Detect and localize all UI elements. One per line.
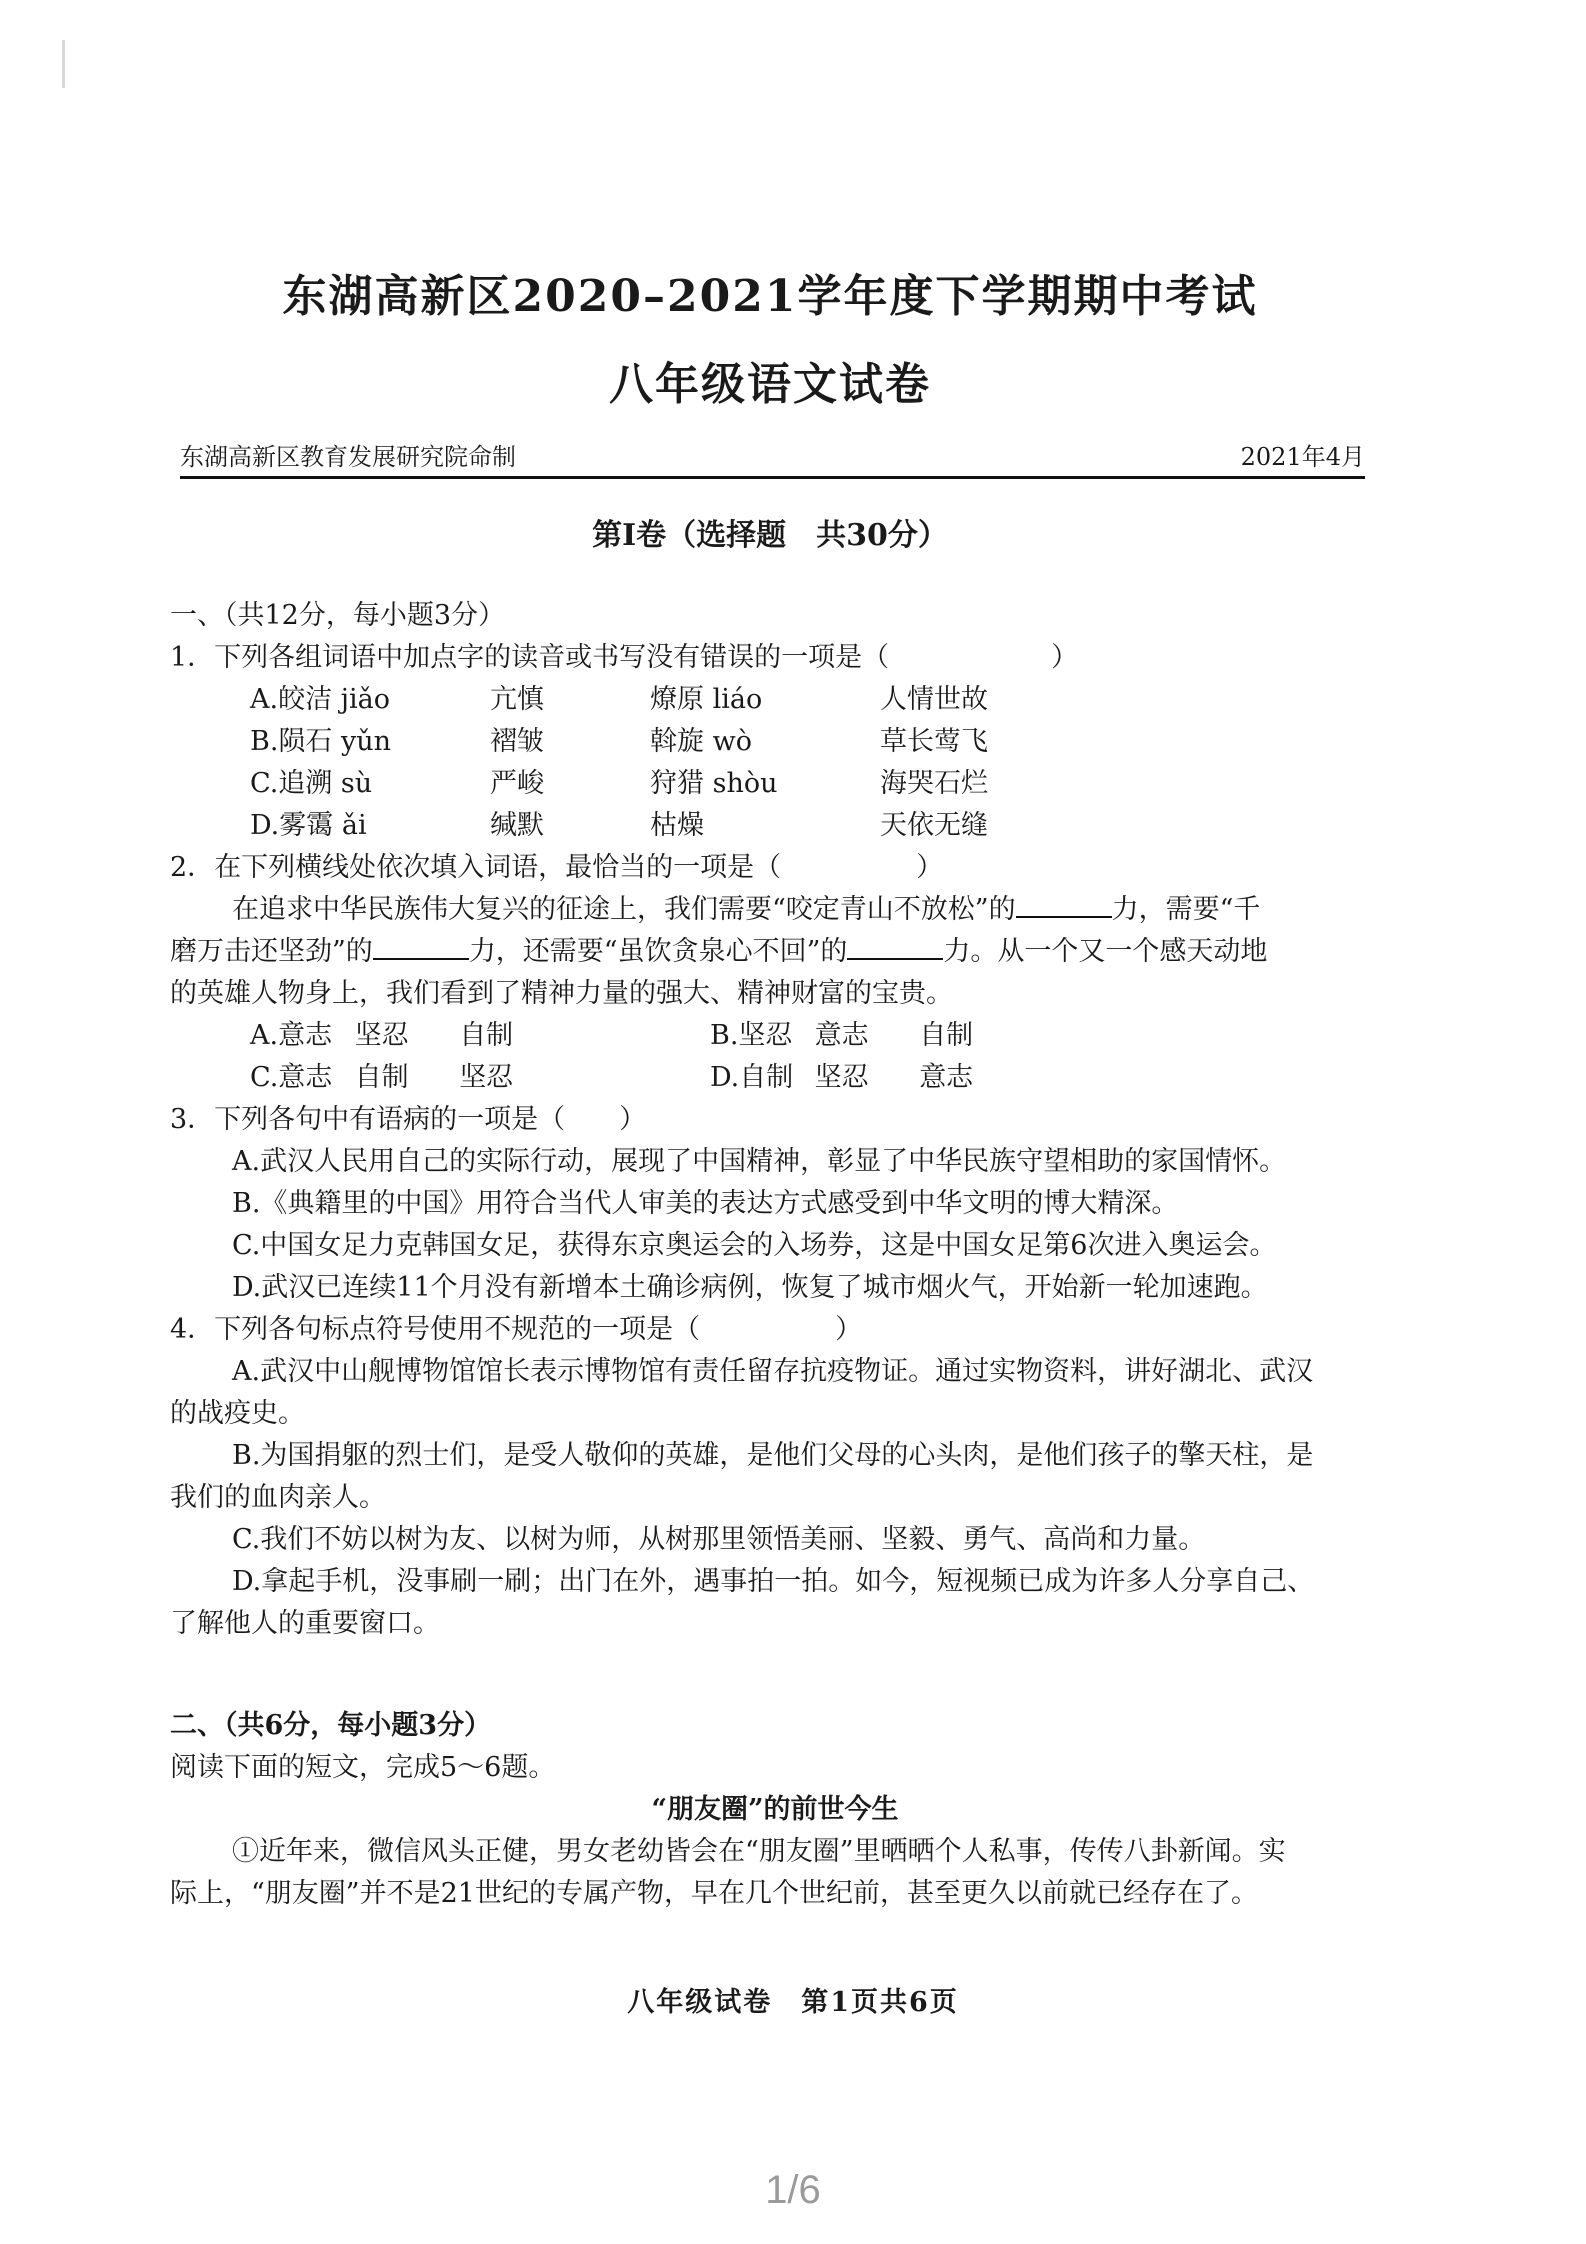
q4-option-d-line2: 了解他人的重要窗口。 <box>170 1608 440 1639</box>
issuer-line <box>180 436 1365 479</box>
passage-text: 磨万击还坚劲”的 <box>170 936 373 967</box>
passage-text: 力，需要“千 <box>1111 894 1261 925</box>
fill-blank <box>1016 890 1112 918</box>
fill-blank <box>847 932 943 960</box>
fill-blank <box>373 932 469 960</box>
option-cell: 天依无缝 <box>880 810 988 841</box>
part1-header: 一、（共12分，每小题3分） <box>170 600 506 631</box>
q4-option-d-line1: D.拿起手机，没事刷一刷；出门在外，遇事拍一拍。如今，短视频已成为许多人分享自己、 <box>232 1566 1315 1597</box>
q4-stem: 4．下列各句标点符号使用不规范的一项是（ ） <box>170 1314 863 1345</box>
passage-text: 力，还需要“虽饮贪泉心不回”的 <box>468 936 848 967</box>
q2-passage <box>170 889 1380 1015</box>
article-title: “朋友圈”的前世今生 <box>651 1794 899 1825</box>
q1-option-b <box>170 721 1380 763</box>
option-word: 意志 <box>814 1020 869 1051</box>
q4-option-a-line2: 的战疫史。 <box>170 1398 305 1429</box>
option-word: 坚忍 <box>354 1020 409 1051</box>
page-indicator: 1/6 <box>765 2168 821 2212</box>
part2-header: 二、（共6分，每小题3分） <box>170 1710 492 1741</box>
section-title: 第Ⅰ卷（选择题 共30分） <box>592 518 948 553</box>
option-word: 自制 <box>354 1062 409 1093</box>
option-cell: 斡旋 wò <box>650 726 752 757</box>
q2-options-row2 <box>170 1057 1380 1099</box>
q1-option-a <box>170 679 1380 721</box>
q2-options-row1 <box>170 1015 1380 1057</box>
option-cell: 燎原 liáo <box>650 684 763 715</box>
option-cell: 草长莺飞 <box>880 726 988 757</box>
part2 <box>170 1705 1380 1915</box>
exam-subtitle: 八年级语文试卷 <box>609 359 931 410</box>
option-word: 自制 <box>919 1020 974 1051</box>
option-cell: 枯燥 <box>650 810 704 841</box>
option-word: B.坚忍 <box>710 1020 793 1051</box>
option-cell: 海哭石烂 <box>880 768 988 799</box>
option-word: A.意志 <box>250 1020 333 1051</box>
option-word: 坚忍 <box>814 1062 869 1093</box>
option-cell: 严峻 <box>490 768 544 799</box>
option-word: 自制 <box>459 1020 514 1051</box>
q1-option-d <box>170 805 1380 847</box>
q2-stem: 2．在下列横线处依次填入词语，最恰当的一项是（ ） <box>170 852 944 883</box>
option-cell: D.雾霭 ǎi <box>250 810 367 841</box>
q3-option-a: A.武汉人民用自己的实际行动，展现了中国精神，彰显了中华民族守望相助的家国情怀。 <box>232 1146 1287 1177</box>
option-cell: 狩猎 shòu <box>650 768 778 799</box>
q2-option-d <box>710 1057 1170 1099</box>
option-cell: C.追溯 sù <box>250 768 373 799</box>
part2-instruction: 阅读下面的短文，完成5～6题。 <box>170 1752 556 1783</box>
passage-text: 在追求中华民族伟大复兴的征途上，我们需要“咬定青山不放松”的 <box>232 894 1016 925</box>
option-cell: B.陨石 yǔn <box>250 726 392 757</box>
q1-option-c <box>170 763 1380 805</box>
q3-option-d: D.武汉已连续11个月没有新增本土确诊病例，恢复了城市烟火气，开始新一轮加速跑。 <box>232 1272 1268 1303</box>
q2-option-a <box>250 1015 710 1057</box>
q4-option-c: C.我们不妨以树为友、以树为师，从树那里领悟美丽、坚毅、勇气、高尚和力量。 <box>232 1524 1206 1555</box>
part1 <box>170 595 1380 1645</box>
q2-option-b <box>710 1015 1170 1057</box>
exam-date: 2021年4月 <box>1240 443 1365 471</box>
option-cell: 人情世故 <box>880 684 988 715</box>
option-cell: 缄默 <box>490 810 544 841</box>
passage-text: 力。从一个又一个感天动地 <box>943 936 1268 967</box>
scan-edge-mark <box>62 40 65 88</box>
article-para1-line2: 际上，“朋友圈”并不是21世纪的专属产物，早在几个世纪前，甚至更久以前就已经存在了。 <box>170 1878 1258 1909</box>
option-cell: A.皎洁 jiǎo <box>250 684 391 715</box>
exam-title: 东湖高新区2020–2021学年度下学期期中考试 <box>282 271 1258 322</box>
option-word: D.自制 <box>710 1062 794 1093</box>
passage-text: 的英雄人物身上，我们看到了精神力量的强大、精神财富的宝贵。 <box>170 978 953 1009</box>
option-cell: 亢慎 <box>490 684 544 715</box>
page-footer: 八年级试卷 第1页共6页 <box>627 1987 959 2018</box>
q3-option-b: B.《典籍里的中国》用符合当代人审美的表达方式感受到中华文明的博大精深。 <box>232 1188 1179 1219</box>
option-word: 坚忍 <box>459 1062 514 1093</box>
option-cell: 褶皱 <box>490 726 544 757</box>
q4-option-b-line2: 我们的血肉亲人。 <box>170 1482 386 1513</box>
q3-option-c: C.中国女足力克韩国女足，获得东京奥运会的入场券，这是中国女足第6次进入奥运会。 <box>232 1230 1277 1261</box>
article-para1-line1: ①近年来，微信风头正健，男女老幼皆会在“朋友圈”里晒晒个人私事，传传八卦新闻。实 <box>232 1836 1286 1867</box>
q1-stem: 1．下列各组词语中加点字的读音或书写没有错误的一项是（ ） <box>170 642 1079 673</box>
issuer: 东湖高新区教育发展研究院命制 <box>180 443 516 471</box>
q2-option-c <box>250 1057 710 1099</box>
q3-stem: 3．下列各句中有语病的一项是（ ） <box>170 1104 647 1135</box>
option-word: C.意志 <box>250 1062 333 1093</box>
q4-option-a-line1: A.武汉中山舰博物馆馆长表示博物馆有责任留存抗疫物证。通过实物资料，讲好湖北、武汉 <box>232 1356 1314 1387</box>
option-word: 意志 <box>919 1062 974 1093</box>
q4-option-b-line1: B.为国捐躯的烈士们，是受人敬仰的英雄，是他们父母的心头肉，是他们孩子的擎天柱，是 <box>232 1440 1314 1471</box>
